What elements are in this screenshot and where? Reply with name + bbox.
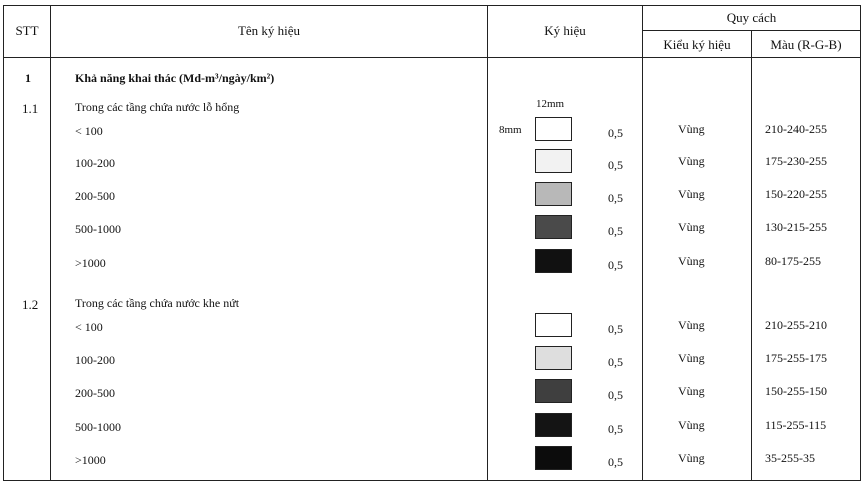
legend-swatch [535, 413, 572, 437]
rgb-value: 210-255-210 [765, 318, 827, 332]
symbol-type: Vùng [678, 220, 705, 234]
col-rule-type [751, 30, 752, 481]
table-left-border [3, 5, 4, 481]
legend-swatch [535, 313, 572, 337]
col-rule-name [487, 5, 488, 481]
rgb-value: 80-175-255 [765, 254, 821, 268]
rgb-value: 115-255-115 [765, 418, 827, 432]
symbol-type: Vùng [678, 254, 705, 268]
row-label: 100-200 [75, 156, 115, 170]
rgb-value: 35-255-35 [765, 451, 815, 465]
rgb-value: 175-255-175 [765, 351, 827, 365]
header-symbol: Ký hiệu [544, 23, 586, 38]
legend-swatch [535, 182, 572, 206]
header-color: Màu (R-G-B) [770, 37, 842, 52]
group-number: 1.2 [22, 297, 39, 312]
col-rule-symbol [642, 5, 643, 481]
line-weight: 0,5 [608, 258, 623, 272]
line-weight: 0,5 [608, 126, 623, 140]
table-top-border [3, 5, 861, 6]
legend-swatch [535, 149, 572, 173]
group-title: Trong các tầng chứa nước khe nứt [75, 296, 240, 310]
rgb-value: 150-220-255 [765, 187, 827, 201]
rgb-value: 175-230-255 [765, 154, 827, 168]
col-rule-stt [50, 5, 51, 481]
legend-swatch [535, 215, 572, 239]
row-label: 500-1000 [75, 222, 121, 236]
line-weight: 0,5 [608, 455, 623, 469]
symbol-type: Vùng [678, 418, 705, 432]
row-label: < 100 [75, 124, 103, 138]
group-number: 1.1 [22, 101, 39, 116]
row-label: >1000 [75, 256, 106, 270]
rgb-value: 150-255-150 [765, 384, 827, 398]
row-label: 500-1000 [75, 420, 121, 434]
legend-swatch [535, 379, 572, 403]
line-weight: 0,5 [608, 322, 623, 336]
line-weight: 0,5 [608, 224, 623, 238]
symbol-type: Vùng [678, 154, 705, 168]
section-number: 1 [25, 71, 31, 85]
row-label: >1000 [75, 453, 106, 467]
symbol-type: Vùng [678, 351, 705, 365]
line-weight: 0,5 [608, 191, 623, 205]
line-weight: 0,5 [608, 388, 623, 402]
legend-swatch [535, 346, 572, 370]
row-label: 100-200 [75, 353, 115, 367]
legend-swatch [535, 446, 572, 470]
header-bottom-rule [3, 57, 861, 58]
symbol-type: Vùng [678, 122, 705, 136]
row-label: < 100 [75, 320, 103, 334]
section-title: Khả năng khai thác (Md-m³/ngày/km²) [75, 71, 275, 85]
rgb-value: 210-240-255 [765, 122, 827, 136]
header-stt: STT [15, 23, 39, 38]
header-name: Tên ký hiệu [237, 23, 301, 38]
line-weight: 0,5 [608, 158, 623, 172]
group-title: Trong các tầng chứa nước lỗ hổng [75, 100, 240, 114]
legend-swatch [535, 117, 572, 141]
rgb-value: 130-215-255 [765, 220, 827, 234]
table-right-border [860, 5, 861, 481]
symbol-type: Vùng [678, 187, 705, 201]
row-label: 200-500 [75, 189, 115, 203]
table-bottom-border [3, 480, 861, 481]
row-label: 200-500 [75, 386, 115, 400]
legend-swatch [535, 249, 572, 273]
line-weight: 0,5 [608, 422, 623, 436]
symbol-type: Vùng [678, 318, 705, 332]
dim-height-label: 8mm [499, 124, 522, 136]
symbol-type: Vùng [678, 451, 705, 465]
header-symbol-type: Kiểu ký hiệu [663, 37, 731, 52]
line-weight: 0,5 [608, 355, 623, 369]
header-spec: Quy cách [726, 10, 777, 25]
symbol-type: Vùng [678, 384, 705, 398]
dim-width-label: 12mm [536, 98, 565, 110]
